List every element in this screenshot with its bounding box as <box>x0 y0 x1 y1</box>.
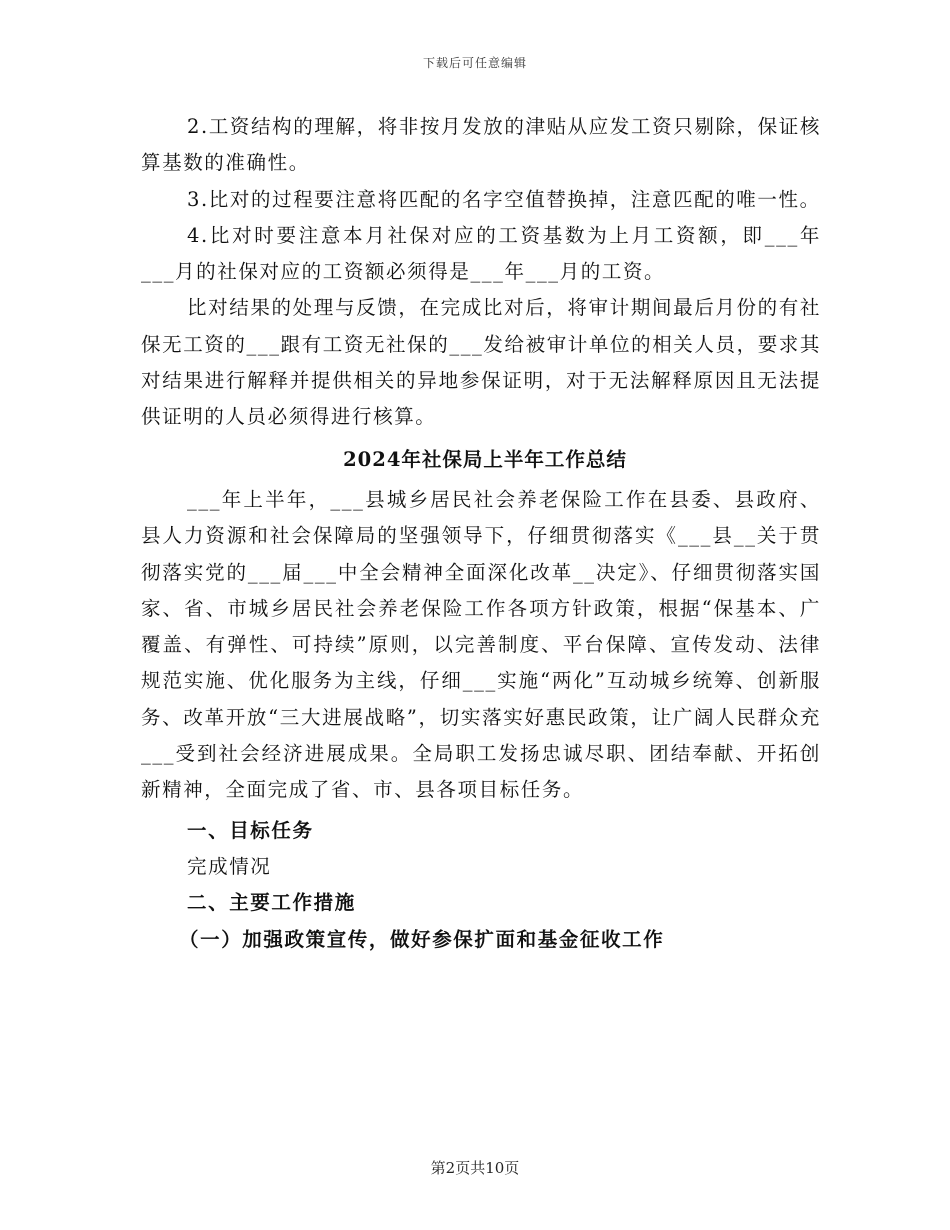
paragraph-summary-intro: ___年上半年，___县城乡居民社会养老保险工作在县委、县政府、县人力资源和社会保障局的坚强领导下，仔细贯彻落实《___县__关于贯彻落实党的___届___中全会精神全面深化改革__决定》、仔细贯彻落实国家、省、市城乡居民社会养老保险工作各项方针政策，根据“保基本、广覆盖、有弹性、可持续”原则，以完善制度、平台保障、宣传发动、法律规范实施、优化服务为主线，仔细___实施“两化”互动城乡统筹、创新服务、改革开放“三大进展战略”，切实落实好惠民政策，让广阔人民群众充___受到社会经济进展成果。全局职工发扬忠诚尽职、团结奉献、开拓创新精神，全面完成了省、市、县各项目标任务。 <box>141 487 821 802</box>
section-title: 2024年社保局上半年工作总结 <box>343 447 627 471</box>
document-body <box>141 109 821 958</box>
heading-main-measures: 二、主要工作措施 <box>187 891 356 915</box>
page-header: 下载后可任意编辑 <box>422 56 527 70</box>
page-footer: 第2页共10页 <box>430 1159 520 1177</box>
paragraph-matching-process: 3.比对的过程要注意将匹配的名字空值替换掉，注意匹配的唯一性。 <box>187 187 821 211</box>
subheading-policy-promotion: （一）加强政策宣传，做好参保扩面和基金征收工作 <box>179 927 665 951</box>
paragraph-result-feedback: 比对结果的处理与反馈，在完成比对后，将审计期间最后月份的有社保无工资的___跟有工资无社保的___发给被审计单位的相关人员，要求其对结果进行解释并提供相关的异地参保证明，对于无法解释原因且无法提供证明的人员必须得进行核算。 <box>141 296 822 429</box>
paragraph-comparison-month: 4.比对时要注意本月社保对应的工资基数为上月工资额，即___年___月的社保对应的工资额必须得是___年___月的工资。 <box>141 223 821 284</box>
line-completion-status: 完成情况 <box>187 854 272 878</box>
paragraph-salary-structure: 2.工资结构的理解，将非按月发放的津贴从应发工资只剔除，保证核算基数的准确性。 <box>141 115 821 175</box>
heading-targets: 一、目标任务 <box>187 818 314 842</box>
